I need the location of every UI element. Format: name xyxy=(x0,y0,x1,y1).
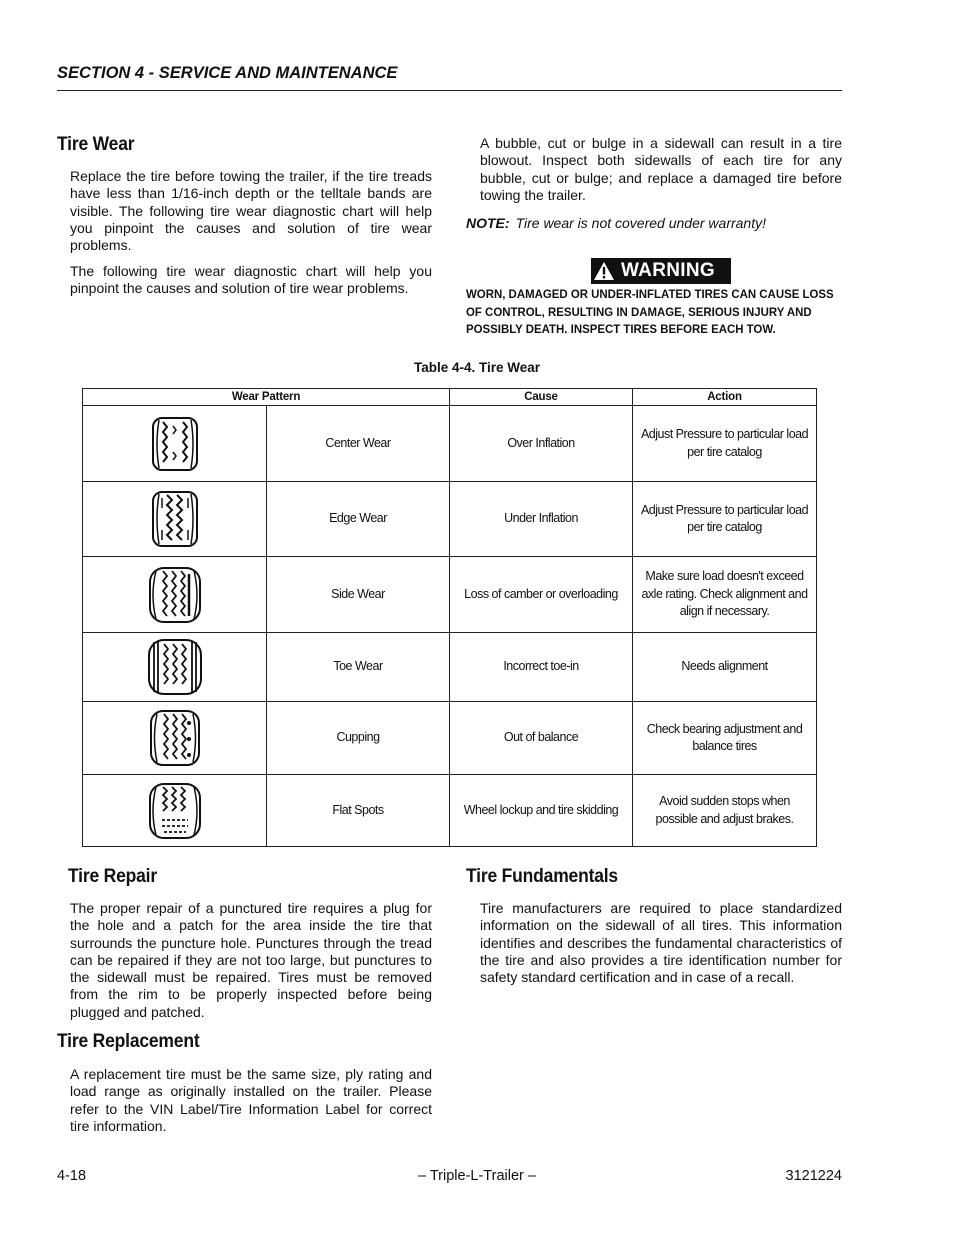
section-title: SECTION 4 - SERVICE AND MAINTENANCE xyxy=(57,64,398,82)
tire-wear-table xyxy=(82,388,817,847)
cause-cell: Out of balance xyxy=(450,702,633,775)
note xyxy=(466,215,766,231)
warning-triangle-icon xyxy=(591,258,617,284)
header-action: Action xyxy=(633,389,817,406)
page-number: 4-18 xyxy=(57,1168,87,1184)
warning-badge xyxy=(591,258,731,284)
table-caption: Table 4-4. Tire Wear xyxy=(413,360,541,375)
tire-cupping-icon xyxy=(83,702,267,775)
wear-pattern-cell: Side Wear xyxy=(267,557,450,633)
tire-repair-heading: Tire Repair xyxy=(68,866,157,887)
tire-wear-para-2: The following tire wear diagnostic chart will help you pinpoint the causes and solution of tire wear problems. xyxy=(70,263,432,297)
action-cell: Make sure load doesn't exceed axle rating. Check alignment and align if necessary. xyxy=(633,557,817,633)
tire-toe-wear-icon xyxy=(83,633,267,702)
wear-pattern-cell: Center Wear xyxy=(267,406,450,482)
cause-cell: Over Inflation xyxy=(450,406,633,482)
wear-pattern-cell: Edge Wear xyxy=(267,482,450,557)
wear-pattern-cell: Cupping xyxy=(267,702,450,775)
warning-label: WARNING xyxy=(621,260,715,281)
note-text: Tire wear is not covered under warranty! xyxy=(515,215,766,231)
tire-wear-para-1: Replace the tire before towing the trailer, if the tire treads have less than 1/16-inch depth or the telltale bands are visible. The following tire wear diagnostic chart will help you pinpoint the causes and solution of tire wear problems. xyxy=(70,168,432,254)
wear-pattern-cell: Toe Wear xyxy=(267,633,450,702)
sidewall-para: A bubble, cut or bulge in a sidewall can result in a tire blowout. Inspect both sidewalls of each tire for any bubble, cut or bulge; and replace a damaged tire before towing the trailer. xyxy=(480,135,842,203)
action-cell: Adjust Pressure to particular load per tire catalog xyxy=(633,482,817,557)
tire-flat-spots-icon xyxy=(83,775,267,847)
cause-cell: Under Inflation xyxy=(450,482,633,557)
tire-fundamentals-heading: Tire Fundamentals xyxy=(466,866,618,887)
table-row xyxy=(83,775,817,847)
table-row xyxy=(83,406,817,482)
section-header xyxy=(57,64,842,91)
table-header-row xyxy=(83,389,817,406)
action-cell: Avoid sudden stops when possible and adjust brakes. xyxy=(633,775,817,847)
wear-pattern-cell: Flat Spots xyxy=(267,775,450,847)
action-cell: Adjust Pressure to particular load per tire catalog xyxy=(633,406,817,482)
tire-center-wear-icon xyxy=(83,406,267,482)
note-label: NOTE: xyxy=(466,215,510,231)
table-row xyxy=(83,702,817,775)
tire-wear-heading: Tire Wear xyxy=(57,134,135,155)
footer-title: – Triple-L-Trailer – xyxy=(418,1168,536,1184)
header-cause: Cause xyxy=(450,389,633,406)
tire-fundamentals-para: Tire manufacturers are required to place standardized information on the sidewall of all tires. This information identifies and describes the fundamental characteristics of the tire and also provides a tire identification number for safety standard certification and in case of a recall. xyxy=(480,900,842,986)
tire-side-wear-icon xyxy=(83,557,267,633)
action-cell: Needs alignment xyxy=(633,633,817,702)
tire-repair-para: The proper repair of a punctured tire requires a plug for the hole and a patch for the area inside the tire that surrounds the puncture hole. Punctures through the tread can be repaired if they are not too large, but punctures to the sidewall must be repaired. Tires must be removed from the rim to be properly inspected before being plugged and patched. xyxy=(70,900,432,1020)
table-row xyxy=(83,482,817,557)
cause-cell: Incorrect toe-in xyxy=(450,633,633,702)
header-wear-pattern: Wear Pattern xyxy=(83,389,450,406)
document-number: 3121224 xyxy=(785,1168,842,1184)
warning-text: WORN, DAMAGED OR UNDER-INFLATED TIRES CAN CAUSE LOSS OF CONTROL, RESULTING IN DAMAGE, SERIOUS INJURY AND POSSIBLY DEATH. INSPECT TIRES BEFORE EACH TOW. xyxy=(466,287,834,336)
cause-cell: Loss of camber or overloading xyxy=(450,557,633,633)
action-cell: Check bearing adjustment and balance tires xyxy=(633,702,817,775)
table-row xyxy=(83,557,817,633)
table-row xyxy=(83,633,817,702)
tire-replacement-para: A replacement tire must be the same size, ply rating and load range as originally installed on the trailer. Please refer to the VIN Label/Tire Information Label for correct tire information. xyxy=(70,1066,432,1134)
cause-cell: Wheel lockup and tire skidding xyxy=(450,775,633,847)
tire-replacement-heading: Tire Replacement xyxy=(57,1031,200,1052)
tire-edge-wear-icon xyxy=(83,482,267,557)
